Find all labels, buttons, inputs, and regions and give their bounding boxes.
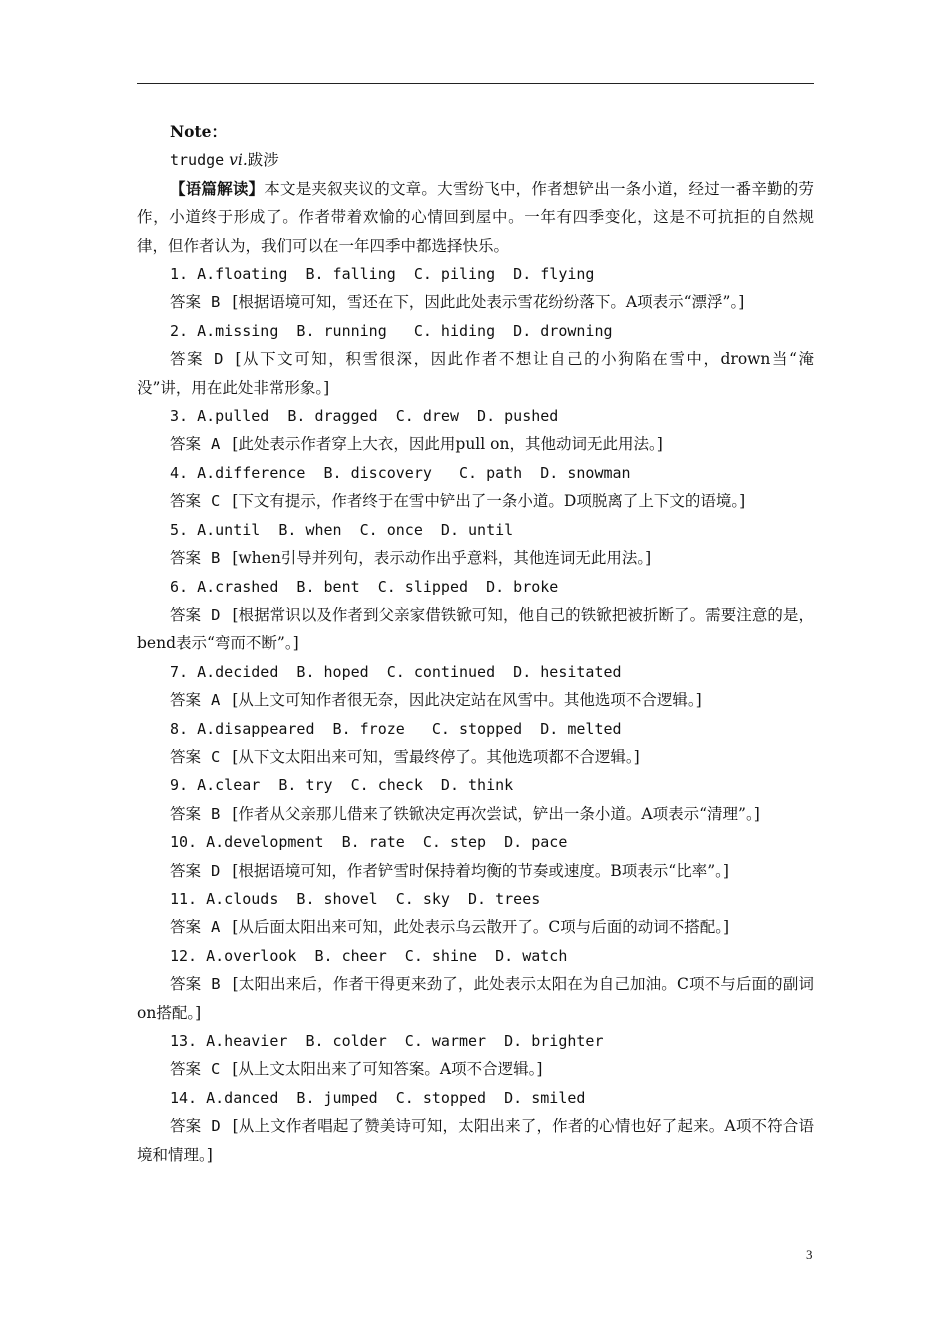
vocab-pos: vi.	[229, 151, 248, 170]
answer-letter: D	[211, 861, 221, 880]
question-options: 11. A.clouds B. shovel C. sky D. trees	[170, 889, 541, 908]
question-options: 9. A.clear B. try C. check D. think	[170, 776, 514, 795]
answer-label: 答案	[170, 605, 202, 624]
explanation-text: [作者从父亲那儿借来了铁锨决定再次尝试，铲出一条小道。A项表示“清理”。]	[232, 804, 760, 823]
answer-explanation	[137, 544, 814, 572]
question-options: 8. A.disappeared B. froze C. stopped D. melted	[170, 719, 622, 738]
explanation-text: [从上文作者唱起了赞美诗可知，太阳出来了，作者的心情也好了起来。A项不符合语境和情理。]	[137, 1117, 814, 1164]
answer-letter: A	[211, 435, 221, 454]
answer-label: 答案	[170, 435, 202, 454]
question-options: 13. A.heavier B. colder C. warmer D. brighter	[170, 1032, 604, 1050]
question-options: 7. A.decided B. hoped C. continued D. hesitated	[170, 662, 622, 681]
answer-label: 答案	[170, 918, 202, 937]
answer-letter: D	[214, 350, 224, 369]
explanation-text: [从上文太阳出来了可知答案。A项不合逻辑。]	[232, 1060, 543, 1079]
explanation-text: [根据常识以及作者到父亲家借铁锨可知，他自己的铁锨把被折断了。需要注意的是，bend表示“弯而不断”。]	[137, 605, 814, 653]
answer-label: 答案	[170, 861, 202, 880]
answer-label: 答案	[170, 691, 202, 710]
question-list	[137, 260, 814, 1169]
summary-label: 【语篇解读】	[170, 178, 265, 198]
explanation-text: [此处表示作者穿上大衣，因此用pull on，其他动词无此用法。]	[232, 435, 663, 454]
answer-label: 答案	[170, 975, 202, 994]
answer-explanation	[137, 430, 814, 458]
answer-letter: A	[211, 918, 221, 937]
answer-explanation	[137, 970, 814, 1027]
vocab-note	[137, 146, 814, 174]
explanation-text: [从下文太阳出来可知，雪最终停了。其他选项都不合逻辑。]	[232, 747, 640, 766]
explanation-text: [根据语境可知，雪还在下，因此此处表示雪花纷纷落下。A项表示“漂浮”。]	[232, 293, 745, 312]
question-options: 6. A.crashed B. bent C. slipped D. broke	[170, 577, 559, 596]
summary-paragraph	[137, 175, 814, 260]
answer-label: 答案	[170, 747, 202, 766]
answer-explanation	[137, 345, 814, 402]
answer-label: 答案	[170, 293, 202, 312]
answer-explanation	[137, 800, 814, 828]
explanation-text: [when引导并列句，表示动作出乎意料，其他连词无此用法。]	[232, 549, 652, 568]
answer-explanation	[137, 288, 814, 316]
question-options: 14. A.danced B. jumped C. stopped D. smiled	[170, 1088, 586, 1107]
answer-explanation	[137, 1055, 814, 1083]
answer-letter: D	[211, 1117, 221, 1136]
answer-letter: D	[211, 605, 221, 624]
answer-label: 答案	[170, 1117, 202, 1136]
vocab-word: trudge	[170, 151, 225, 170]
answer-explanation	[137, 1112, 814, 1169]
explanation-text: [根据语境可知，作者铲雪时保持着均衡的节奏或速度。B项表示“比率”。]	[232, 861, 729, 880]
answer-label: 答案	[170, 492, 202, 511]
vocab-meaning: 跋涉	[247, 151, 279, 170]
question-options: 1. A.floating B. falling C. piling D. flying	[170, 265, 595, 284]
explanation-text: [从后面太阳出来可知，此处表示乌云散开了。C项与后面的动词不搭配。]	[232, 918, 730, 937]
explanation-text: [从下文可知，积雪很深，因此作者不想让自己的小狗陷在雪中，drown当“淹没”讲，用在此处非常形象。]	[137, 350, 814, 397]
answer-letter: B	[211, 975, 221, 994]
question-options: 3. A.pulled B. dragged C. drew D. pushed	[170, 407, 559, 426]
question-options: 10. A.development B. rate C. step D. pace	[170, 833, 568, 852]
question-options: 2. A.missing B. running C. hiding D. drowning	[170, 321, 613, 340]
answer-letter: C	[211, 492, 221, 511]
answer-letter: B	[211, 804, 221, 823]
explanation-text: [太阳出来后，作者干得更来劲了，此处表示太阳在为自己加油。C项不与后面的副词on搭配。]	[137, 975, 814, 1022]
page-number: 3	[806, 1247, 813, 1262]
answer-explanation	[137, 743, 814, 771]
answer-label: 答案	[170, 549, 202, 568]
note-heading: Note：	[170, 122, 228, 141]
question-options: 4. A.difference B. discovery C. path D. snowman	[170, 463, 631, 482]
answer-label: 答案	[170, 350, 205, 369]
question-options: 12. A.overlook B. cheer C. shine D. watch	[170, 946, 568, 965]
answer-explanation	[137, 913, 814, 941]
answer-explanation	[137, 601, 814, 658]
answer-label: 答案	[170, 804, 202, 823]
answer-letter: C	[211, 1060, 221, 1079]
answer-letter: B	[211, 293, 221, 312]
explanation-text: [从上文可知作者很无奈，因此决定站在风雪中。其他选项不合逻辑。]	[232, 691, 702, 710]
summary-text: 本文是夹叙夹议的文章。大雪纷飞中，作者想铲出一条小道，经过一番辛勤的劳作，小道终于形成了。作者带着欢愉的心情回到屋中。一年有四季变化，这是不可抗拒的自然规律，但作者认为，我们可以在一年四季中都选择快乐。	[137, 179, 814, 255]
answer-explanation	[137, 857, 814, 885]
answer-letter: B	[211, 549, 221, 568]
answer-label: 答案	[170, 1060, 202, 1079]
answer-explanation	[137, 487, 814, 515]
header-rule	[137, 83, 814, 84]
question-options: 5. A.until B. when C. once D. until	[170, 520, 514, 539]
answer-explanation	[137, 686, 814, 714]
explanation-text: [下文有提示，作者终于在雪中铲出了一条小道。D项脱离了上下文的语境。]	[232, 492, 746, 511]
answer-letter: A	[211, 691, 221, 710]
document-body	[137, 118, 814, 1169]
answer-letter: C	[211, 747, 221, 766]
